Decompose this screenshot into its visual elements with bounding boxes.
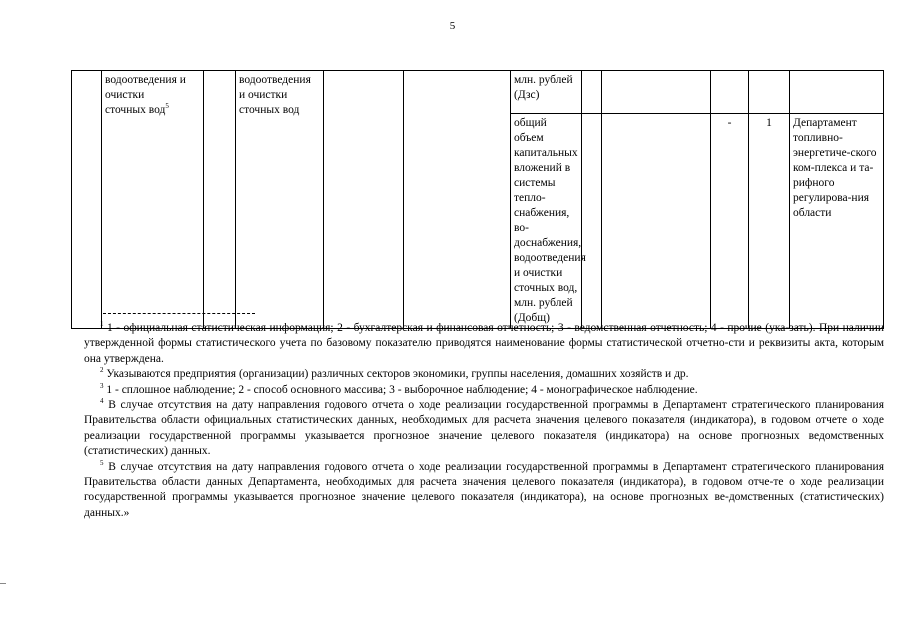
footnote-5 <box>84 460 884 522</box>
footnote-separator <box>103 313 255 314</box>
table-cell-value: - <box>711 114 749 329</box>
table-row <box>72 71 884 114</box>
indicators-table <box>71 70 884 329</box>
footnote-1 <box>84 321 884 367</box>
footnotes <box>84 321 884 521</box>
table-cell-indicator: млн. рублей (Дзс) <box>511 71 582 114</box>
footnote-mark: 2 <box>100 366 104 375</box>
table-cell <box>582 71 602 114</box>
footnote-mark: 4 <box>100 397 104 406</box>
cell-text: водоотведения <box>239 74 311 86</box>
table-cell <box>72 71 102 329</box>
footnote-text: 1 - сплошное наблюдение; 2 - способ основного массива; 3 - выборочное наблюдение; 4 - монографическое наблюдение. <box>106 383 698 396</box>
footnote-mark: 1 <box>100 320 104 329</box>
table-cell <box>602 114 711 329</box>
table-cell-program-name <box>102 71 204 329</box>
footnote-mark: 3 <box>100 381 104 390</box>
table-cell <box>582 114 602 329</box>
footnote-2 <box>84 367 884 382</box>
cell-text: водоотведения и <box>105 74 186 86</box>
cell-text: и очистки <box>239 89 288 101</box>
table-cell <box>324 71 404 329</box>
table-cell-subprogram-name <box>236 71 324 329</box>
table-cell <box>790 71 884 114</box>
margin-mark <box>0 583 6 584</box>
table-cell <box>711 71 749 114</box>
footnote-text: Указываются предприятия (организации) различных секторов экономики, группы населения, домашних хозяйств и др. <box>106 368 689 381</box>
table-cell <box>749 71 790 114</box>
footnote-mark: 5 <box>100 458 104 467</box>
footnote-4 <box>84 398 884 460</box>
table-cell <box>602 71 711 114</box>
cell-text: сточных вод <box>239 104 300 116</box>
table-cell-indicator: общий объем капитальных вложений в системы тепло-снабжения, во-доснабжения, водоотведения и очистки сточных вод, млн. рублей (Добщ) <box>511 114 582 329</box>
table-cell-responsible: Департамент топливно-энергетиче-ского ком-плекса и та-рифного регулирова-ния области <box>790 114 884 329</box>
footnote-ref: 5 <box>165 102 169 111</box>
table-cell <box>404 71 511 329</box>
footnote-3 <box>84 383 884 398</box>
table-cell <box>204 71 236 329</box>
footnote-text: В случае отсутствия на дату направления годового отчета о ходе реализации государственной программы в Департамент стратегического планирования Правительства области официальных статистических данных, необходимых для расчета значения целевого показателя (индикатора), в годовом отчете о ходе реализации государственной программы указывается прогнозное значение целевого показателя (индикатора) на основе прогнозных ведомственных (статистических) данных. <box>84 399 885 458</box>
page-number: 5 <box>449 20 456 32</box>
footnote-text: В случае отсутствия на дату направления годового отчета о ходе реализации государственной программы в Департамент стратегического планирования Правительства области данных Департамента, необходимых для расчета значения целевого показателя (индикатора), в годовом отче-те о ходе реализации государственной программы указывается прогнозное значение целевого показателя (индикатора), на основе прогнозных ве-домственных (статистических) данных.» <box>84 460 885 519</box>
cell-text: очистки <box>105 89 145 101</box>
footnote-text: 1 - официальная статистическая информация; 2 - бухгалтерская и финансовая отчетность; 3 - ведомственная отчетность; 4 - прочие (ука-зать). При наличии утвержденной формы статистического учета по базовому показателю приводятся наименование формы статистической отчетно-сти и реквизиты акта, которым она утверждена. <box>84 322 884 365</box>
cell-text: сточных вод <box>105 104 166 116</box>
table-cell-value: 1 <box>749 114 790 329</box>
